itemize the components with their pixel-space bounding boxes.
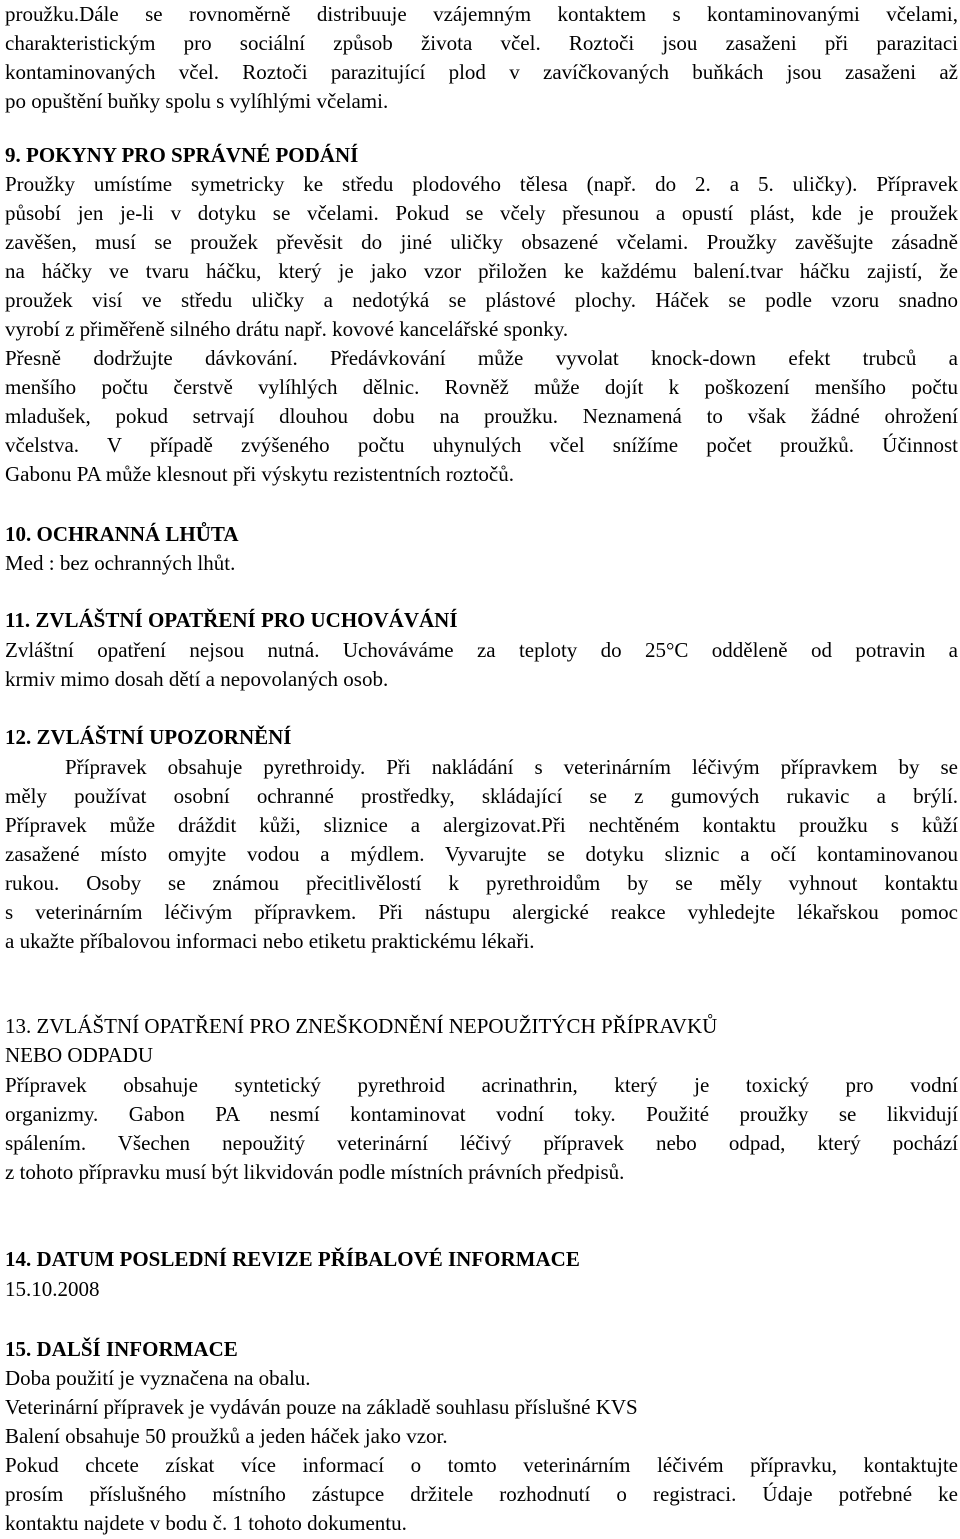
section-12-line: měly používat osobní ochranné prostředky, skládající se z gumových rukavic a brýlí. — [5, 784, 958, 808]
section-12-heading: 12. ZVLÁŠTNÍ UPOZORNĚNÍ — [5, 725, 292, 749]
section-12-line: Přípravek může dráždit kůži, sliznice a alergizovat.Při nechtěném kontaktu proužku s kůží — [5, 813, 958, 837]
section-15-line: Veterinární přípravek je vydáván pouze na základě souhlasu příslušné KVS — [5, 1395, 638, 1419]
section-9-line: na háčky ve tvaru háčku, který je jako vzor přiložen ke každému balení.tvar háčku zajistí, že — [5, 259, 958, 283]
section-13-heading: 13. ZVLÁŠTNÍ OPATŘENÍ PRO ZNEŠKODNĚNÍ NEPOUŽITÝCH PŘÍPRAVKŮ — [5, 1014, 718, 1038]
section-9-heading: 9. POKYNY PRO SPRÁVNÉ PODÁNÍ — [5, 143, 359, 167]
section-12-line: zasažené místo omyjte vodou a mýdlem. Vyvarujte se dotyku sliznic a očí kontaminovanou — [5, 842, 958, 866]
section-12-line: rukou. Osoby se známou přecitlivělostí k pyrethroidům by se měly vyhnout kontaktu — [5, 871, 958, 895]
section-15-line: Doba použití je vyznačena na obalu. — [5, 1366, 311, 1390]
section-9-line: Gabonu PA může klesnout při výskytu rezistentních roztočů. — [5, 462, 514, 486]
section-9-line: vyrobí z přiměřeně silného drátu např. kovové kancelářské sponky. — [5, 317, 569, 341]
section-15-line: kontaktu najdete v bodu č. 1 tohoto dokumentu. — [5, 1511, 407, 1535]
section-9-line: včelstva. V případě zvýšeného počtu uhynulých včel snížíme počet proužků. Účinnost — [5, 433, 958, 457]
section-13-heading-cont: NEBO ODPADU — [5, 1043, 153, 1067]
section-15-line: Balení obsahuje 50 proužků a jeden háček jako vzor. — [5, 1424, 448, 1448]
section-15-line: prosím příslušného místního zástupce držitele rozhodnutí o registraci. Údaje potřebné ke — [5, 1482, 958, 1506]
intro-line: proužku.Dále se rovnoměrně distribuuje vzájemným kontaktem s kontaminovanými včelami, — [5, 2, 958, 26]
section-13-line: organizmy. Gabon PA nesmí kontaminovat vodní toky. Použité proužky se likvidují — [5, 1102, 958, 1126]
section-15-line: Pokud chcete získat více informací o tomto veterinárním léčivém přípravku, kontaktujte — [5, 1453, 958, 1477]
intro-line: po opuštění buňky spolu s vylíhlými včelami. — [5, 89, 389, 113]
section-10-line: Med : bez ochranných lhůt. — [5, 551, 236, 575]
section-15-heading: 15. DALŠÍ INFORMACE — [5, 1337, 238, 1361]
section-12-line: Přípravek obsahuje pyrethroidy. Při nakládání s veterinárním léčivým přípravkem by se — [65, 755, 958, 779]
revision-date: 15.10.2008 — [5, 1277, 100, 1301]
section-13-line: Přípravek obsahuje syntetický pyrethroid acrinathrin, který je toxický pro vodní — [5, 1073, 958, 1097]
section-9-line: zavěšen, musí se proužek převěsit do jiné uličky obsazené včelami. Proužky zavěšujte zásadně — [5, 230, 958, 254]
section-9-line: Přesně dodržujte dávkování. Předávkování může vyvolat knock-down efekt trubců a — [5, 346, 958, 370]
section-12-line: s veterinárním léčivým přípravkem. Při nástupu alergické reakce vyhledejte lékařskou pomoc — [5, 900, 958, 924]
section-13-line: z tohoto přípravku musí být likvidován podle místních právních předpisů. — [5, 1160, 625, 1184]
intro-line: charakteristickým pro sociální způsob života včel. Roztoči jsou zasaženi při parazitaci — [5, 31, 958, 55]
section-12-line: a ukažte příbalovou informaci nebo etiketu praktickému lékaři. — [5, 929, 535, 953]
section-9-line: působí jen je-li v dotyku se včelami. Pokud se včely přesunou a opustí plást, kde je proužek — [5, 201, 958, 225]
section-10-heading: 10. OCHRANNÁ LHŮTA — [5, 522, 239, 546]
intro-line: kontaminovaných včel. Roztoči parazitující plod v zavíčkovaných buňkách jsou zasaženi až — [5, 60, 958, 84]
section-14-heading: 14. DATUM POSLEDNÍ REVIZE PŘÍBALOVÉ INFORMACE — [5, 1247, 580, 1271]
section-13-line: spálením. Všechen nepoužitý veterinární léčivý přípravek nebo odpad, který pochází — [5, 1131, 958, 1155]
section-9-line: Proužky umístíme symetricky ke středu plodového tělesa (např. do 2. a 5. uličky). Přípravek — [5, 172, 958, 196]
section-9-line: proužek visí ve středu uličky a nedotýká se plástové plochy. Háček se podle vzoru snadno — [5, 288, 958, 312]
section-11-heading: 11. ZVLÁŠTNÍ OPATŘENÍ PRO UCHOVÁVÁNÍ — [5, 608, 458, 632]
section-9-line: menšího počtu čerstvě vylíhlých dělnic. Rovněž může dojít k poškození menšího počtu — [5, 375, 958, 399]
section-11-line: krmiv mimo dosah dětí a nepovolaných osob. — [5, 667, 389, 691]
section-11-line: Zvláštní opatření nejsou nutná. Uchováváme za teploty do 25°C odděleně od potravin a — [5, 638, 958, 662]
section-9-line: mladušek, pokud setrvají dlouhou dobu na proužku. Neznamená to však žádné ohrožení — [5, 404, 958, 428]
